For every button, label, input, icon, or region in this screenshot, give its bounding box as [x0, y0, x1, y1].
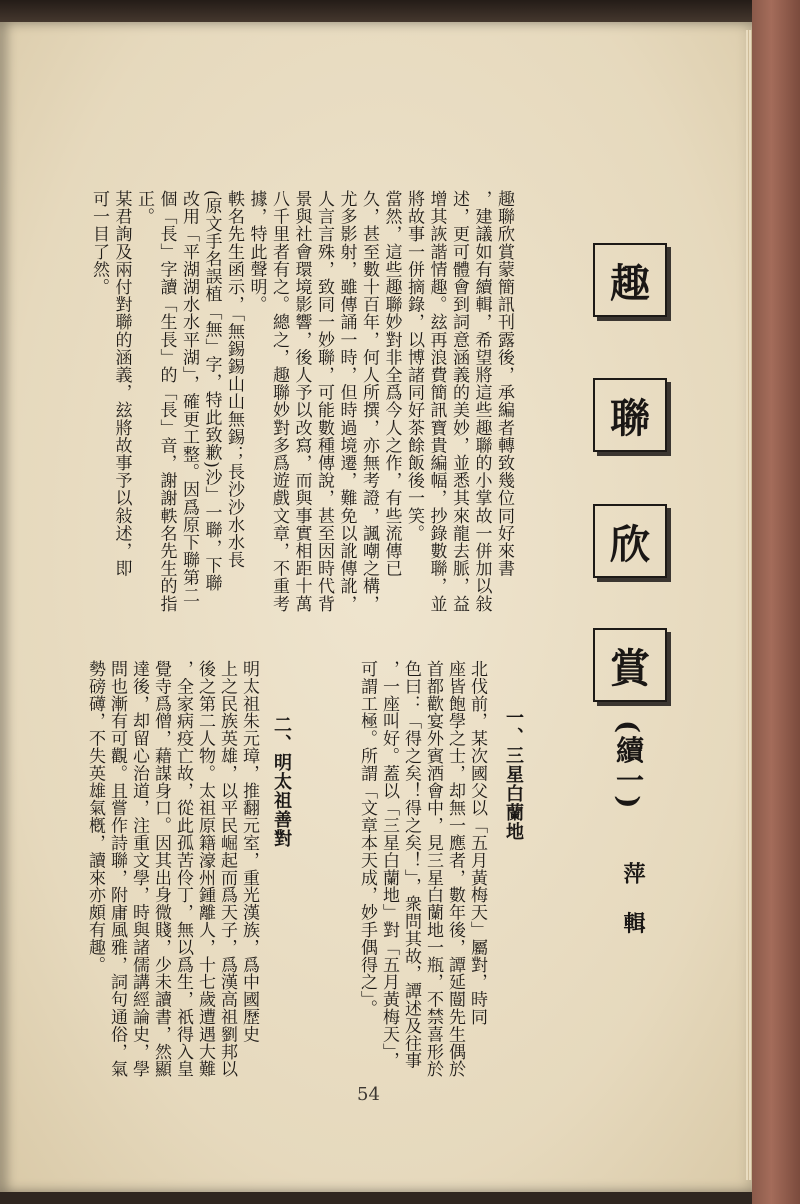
text-column: 正。 [134, 190, 154, 226]
text-column: 將故事一併摘錄，以博諸同好茶餘飯後一笑。 [404, 190, 424, 542]
text-column: 問也漸有可觀。且嘗作詩聯，附庸風雅，詞句通俗，氣 [107, 660, 127, 1078]
section-heading: 一、三星白蘭地 [503, 708, 524, 841]
page-number: 54 [357, 1084, 380, 1105]
title-char-box: 趣 [593, 243, 667, 317]
text-column: 軼名先生函示，「無錫錫山山無錫；長沙沙水水長 [224, 190, 244, 569]
title-char-box: 賞 [593, 628, 667, 702]
text-column: 增其詼諧情趣。玆再浪費簡訊寶貴編幅，抄錄數聯，並 [426, 190, 447, 613]
text-column: 可一目了然。 [89, 190, 109, 296]
text-column: ，全家病疫亡故，從此孤苦伶丁，無以爲生，祇得入皇 [173, 660, 193, 1078]
text-column: 北伐前，某次國父以「五月黃梅天」屬對，時同 [467, 660, 487, 1026]
text-column: 尤多影射，雖傳誦一時，但時過境遷，難免以訛傳訛， [336, 190, 357, 613]
text-column: (原文手名誤植「無」字，特此致歉)沙」一聯，下聯 [201, 190, 222, 592]
text-column: 當然，這些趣聯妙對非全爲今人之作，有些流傳已 [381, 190, 402, 578]
text-column: 後之第二人物。太祖原籍濠州鍾離人，十七歲遭遇大難 [195, 660, 215, 1078]
text-column: 覺寺爲僧，藉謀身口。因其出身微賤，少未讀書，然顯 [151, 660, 171, 1078]
text-column: 改用「平湖湖水水平湖」，確更工整。因爲原下聯第二 [179, 190, 199, 604]
text-column: 據，特此聲明。 [246, 190, 267, 314]
text-column: 首都歡宴外賓酒會中，見三星白蘭地一瓶，不禁喜形於 [423, 660, 443, 1078]
text-column: ，建議如有續輯，希望將這些趣聯的小掌故一併加以敍 [471, 190, 492, 613]
text-column: 明太祖朱元璋，推翻元室，重光漢族，爲中國歷史 [239, 660, 259, 1043]
text-column: 八千里者有之。總之，趣聯妙對多爲遊戲文章，不重考 [269, 190, 289, 613]
text-column: 某君詢及兩付對聯的涵義，玆將故事予以敍述，即 [111, 190, 132, 578]
editor-credit: 萍 輯 [620, 862, 646, 944]
text-column: 可謂工極。所謂「文章本天成，妙手偶得之」。 [357, 660, 377, 1017]
text-column: ，一座叫好。蓋以「三星白蘭地」對「五月黃梅天」， [379, 660, 399, 1070]
section-heading: 二、明太祖善對 [271, 715, 292, 848]
text-column: 久，甚至數十百年，何人所撰，亦無考證，諷嘲之構， [359, 190, 379, 613]
book-cover-edge [752, 0, 800, 1204]
text-column: 景與社會環境影響，後人予以改寫，而與事實相距十萬 [291, 190, 312, 613]
title-char-box: 欣 [593, 504, 667, 578]
text-column: 座皆飽學之士，却無一應者，數年後，譚延闓先生偶於 [445, 660, 465, 1078]
text-column: 達後，却留心治道，注重文學，時與諸儒講經論史，學 [129, 660, 149, 1078]
text-column: 色曰：「得之矣！得之矣！」，衆問其故，譚述及往事 [401, 660, 421, 1070]
text-column: 述，更可體會到詞意涵義的美妙，並悉其來龍去脈，益 [449, 190, 469, 613]
continuation-label: (續一) [612, 720, 645, 811]
text-column: 趣聯欣賞蒙簡訊刊露後，承編者轉致幾位同好來書 [494, 190, 514, 578]
text-column: 勢磅礡，不失英雄氣槪，讀來亦頗有趣。 [85, 660, 105, 974]
text-column: 人言言殊，致同一妙聯，可能數種傳說，甚至因時代背 [314, 190, 334, 613]
text-column: 個「長」字讀「生長」的「長」音，謝謝軼名先生的指 [156, 190, 177, 613]
text-column: 上之民族英雄，以平民崛起而爲天子，爲漢高祖劉邦以 [217, 660, 237, 1078]
title-char-box: 聯 [593, 378, 667, 452]
